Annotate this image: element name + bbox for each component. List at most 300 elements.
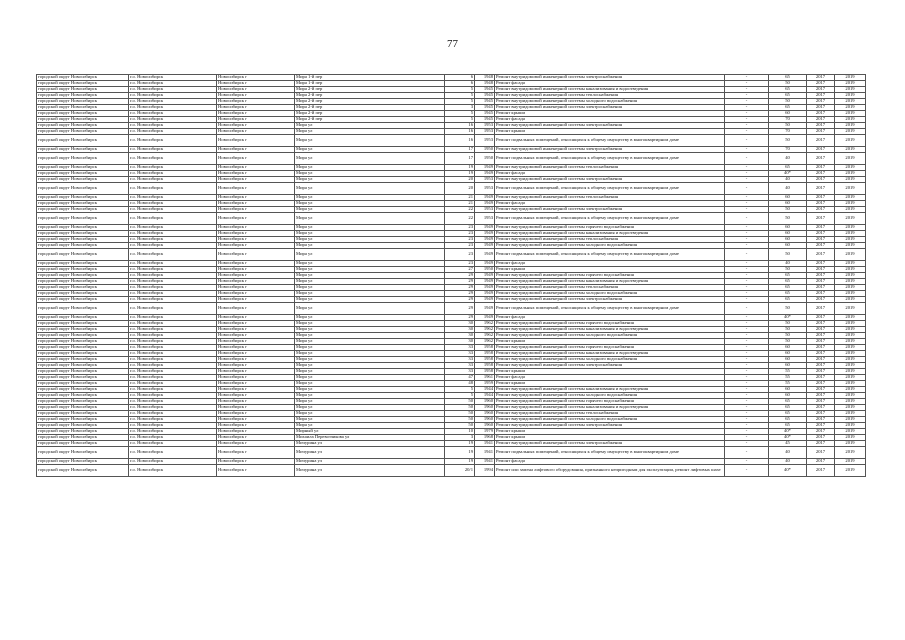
blank-cell: - (725, 435, 769, 441)
start-year-cell: 2017 (807, 135, 835, 147)
blank-cell: - (725, 231, 769, 237)
cost-cell: 55 (769, 369, 807, 375)
start-year-cell: 2017 (807, 303, 835, 315)
street-cell: Мира ул (295, 231, 445, 237)
start-year-cell: 2017 (807, 87, 835, 93)
start-year-cell: 2017 (807, 441, 835, 447)
work-type-cell: Ремонт крыши (495, 339, 725, 345)
table-row (37, 465, 866, 477)
settlement-cell: г.о. Новосибирск (129, 267, 217, 273)
settlement-cell: г.о. Новосибирск (129, 225, 217, 231)
municipality-cell: городской округ Новосибирск (37, 135, 129, 147)
blank-cell: - (725, 363, 769, 369)
blank-cell: - (725, 87, 769, 93)
street-cell: Мира ул (295, 381, 445, 387)
end-year-cell: 2019 (835, 447, 866, 459)
street-cell: Мира ул (295, 267, 445, 273)
end-year-cell: 2019 (835, 243, 866, 249)
work-type-cell: Ремонт внутридомовой инженерной системы холодного водоснабжения (495, 393, 725, 399)
blank-cell: - (725, 441, 769, 447)
municipality-cell: городской округ Новосибирск (37, 429, 129, 435)
blank-cell: - (725, 459, 769, 465)
locality-cell: Новосибирск г (217, 99, 295, 105)
locality-cell: Новосибирск г (217, 423, 295, 429)
settlement-cell: г.о. Новосибирск (129, 105, 217, 111)
end-year-cell: 2019 (835, 303, 866, 315)
work-type-cell: Ремонт внутридомовой инженерной системы холодного водоснабжения (495, 357, 725, 363)
work-type-cell: Ремонт внутридомовой инженерной системы теплоснабжения (495, 285, 725, 291)
work-type-cell: Ремонт крыши (495, 381, 725, 387)
work-type-cell: Ремонт внутридомовой инженерной системы горячего водоснабжения (495, 225, 725, 231)
locality-cell: Новосибирск г (217, 363, 295, 369)
municipality-cell: городской округ Новосибирск (37, 177, 129, 183)
settlement-cell: г.о. Новосибирск (129, 351, 217, 357)
locality-cell: Новосибирск г (217, 183, 295, 195)
blank-cell: - (725, 285, 769, 291)
municipality-cell: городской округ Новосибирск (37, 87, 129, 93)
cost-cell: 60 (769, 111, 807, 117)
street-cell: Мира 1-й пер (295, 81, 445, 87)
cost-cell: 65 (769, 285, 807, 291)
start-year-cell: 2017 (807, 129, 835, 135)
year-cell: 1958 (475, 363, 495, 369)
settlement-cell: г.о. Новосибирск (129, 387, 217, 393)
house-cell: 17 (445, 153, 475, 165)
cost-cell: 40* (769, 429, 807, 435)
start-year-cell: 2017 (807, 261, 835, 267)
municipality-cell: городской округ Новосибирск (37, 393, 129, 399)
start-year-cell: 2017 (807, 183, 835, 195)
start-year-cell: 2017 (807, 321, 835, 327)
blank-cell: - (725, 105, 769, 111)
blank-cell: - (725, 297, 769, 303)
end-year-cell: 2019 (835, 225, 866, 231)
work-type-cell: Ремонт внутридомовой инженерной системы холодного водоснабжения (495, 417, 725, 423)
house-cell: 23 (445, 237, 475, 243)
street-cell: Мира ул (295, 363, 445, 369)
settlement-cell: г.о. Новосибирск (129, 201, 217, 207)
year-cell: 1949 (475, 165, 495, 171)
locality-cell: Новосибирск г (217, 201, 295, 207)
end-year-cell: 2019 (835, 381, 866, 387)
locality-cell: Новосибирск г (217, 111, 295, 117)
blank-cell: - (725, 213, 769, 225)
locality-cell: Новосибирск г (217, 339, 295, 345)
settlement-cell: г.о. Новосибирск (129, 369, 217, 375)
house-cell: 33 (445, 345, 475, 351)
municipality-cell: городской округ Новосибирск (37, 111, 129, 117)
end-year-cell: 2019 (835, 297, 866, 303)
blank-cell: - (725, 195, 769, 201)
start-year-cell: 2017 (807, 351, 835, 357)
start-year-cell: 2017 (807, 381, 835, 387)
cost-cell: 60 (769, 357, 807, 363)
house-cell: 50 (445, 405, 475, 411)
year-cell: 1953 (475, 129, 495, 135)
locality-cell: Новосибирск г (217, 351, 295, 357)
settlement-cell: г.о. Новосибирск (129, 357, 217, 363)
settlement-cell: г.о. Новосибирск (129, 183, 217, 195)
municipality-cell: городской округ Новосибирск (37, 273, 129, 279)
house-cell: 20 (445, 183, 475, 195)
blank-cell: - (725, 417, 769, 423)
locality-cell: Новосибирск г (217, 267, 295, 273)
municipality-cell: городской округ Новосибирск (37, 237, 129, 243)
municipality-cell: городской округ Новосибирск (37, 417, 129, 423)
work-type-cell: Ремонт подвальных помещений, относящихся к общему имуществу в многоквартирном доме (495, 183, 725, 195)
settlement-cell: г.о. Новосибирск (129, 177, 217, 183)
settlement-cell: г.о. Новосибирск (129, 381, 217, 387)
municipality-cell: городской округ Новосибирск (37, 285, 129, 291)
municipality-cell: городской округ Новосибирск (37, 267, 129, 273)
start-year-cell: 2017 (807, 249, 835, 261)
year-cell: 1958 (475, 351, 495, 357)
settlement-cell: г.о. Новосибирск (129, 75, 217, 81)
end-year-cell: 2019 (835, 267, 866, 273)
work-type-cell: Ремонт внутридомовой инженерной системы холодного водоснабжения (495, 333, 725, 339)
year-cell: 1945 (475, 111, 495, 117)
year-cell: 1953 (475, 183, 495, 195)
settlement-cell: г.о. Новосибирск (129, 279, 217, 285)
municipality-cell: городской округ Новосибирск (37, 423, 129, 429)
work-type-cell: Ремонт внутридомовой инженерной системы горячего водоснабжения (495, 273, 725, 279)
year-cell: 1944 (475, 387, 495, 393)
municipality-cell: городской округ Новосибирск (37, 75, 129, 81)
work-type-cell: Ремонт внутридомовой инженерной системы теплоснабжения (495, 93, 725, 99)
year-cell: 1941 (475, 447, 495, 459)
house-cell: 29 (445, 273, 475, 279)
settlement-cell: г.о. Новосибирск (129, 315, 217, 321)
locality-cell: Новосибирск г (217, 225, 295, 231)
cost-cell: 60 (769, 195, 807, 201)
blank-cell: - (725, 123, 769, 129)
cost-cell: 65 (769, 417, 807, 423)
street-cell: Мира ул (295, 399, 445, 405)
settlement-cell: г.о. Новосибирск (129, 429, 217, 435)
year-cell: 1960 (475, 399, 495, 405)
work-type-cell: Ремонт внутридомовой инженерной системы электроснабжения (495, 105, 725, 111)
work-type-cell: Ремонт или замена лифтового оборудования, признанного непригодным для эксплуатации, ремонт лифтовых шахт (495, 465, 725, 477)
cost-cell: 40* (769, 315, 807, 321)
end-year-cell: 2019 (835, 153, 866, 165)
year-cell: 1958 (475, 369, 495, 375)
settlement-cell: г.о. Новосибирск (129, 417, 217, 423)
work-type-cell: Ремонт внутридомовой инженерной системы канализования и водоотведения (495, 351, 725, 357)
start-year-cell: 2017 (807, 297, 835, 303)
year-cell: 1948 (475, 81, 495, 87)
year-cell: 1953 (475, 123, 495, 129)
end-year-cell: 2019 (835, 315, 866, 321)
house-cell: 16 (445, 123, 475, 129)
municipality-cell: городской округ Новосибирск (37, 291, 129, 297)
locality-cell: Новосибирск г (217, 291, 295, 297)
municipality-cell: городской округ Новосибирск (37, 381, 129, 387)
year-cell: 1960 (475, 423, 495, 429)
street-cell: Мира ул (295, 327, 445, 333)
cost-cell: 50 (769, 123, 807, 129)
work-type-cell: Ремонт внутридомовой инженерной системы канализования и водоотведения (495, 87, 725, 93)
street-cell: Мира ул (295, 273, 445, 279)
start-year-cell: 2017 (807, 435, 835, 441)
start-year-cell: 2017 (807, 315, 835, 321)
settlement-cell: г.о. Новосибирск (129, 327, 217, 333)
blank-cell: - (725, 387, 769, 393)
work-type-cell: Ремонт подвальных помещений, относящихся к общему имуществу в многоквартирном доме (495, 303, 725, 315)
cost-cell: 60 (769, 387, 807, 393)
end-year-cell: 2019 (835, 417, 866, 423)
locality-cell: Новосибирск г (217, 171, 295, 177)
blank-cell: - (725, 423, 769, 429)
start-year-cell: 2017 (807, 393, 835, 399)
locality-cell: Новосибирск г (217, 381, 295, 387)
house-cell: 29 (445, 285, 475, 291)
year-cell: 1960 (475, 405, 495, 411)
cost-cell: 60 (769, 201, 807, 207)
end-year-cell: 2019 (835, 375, 866, 381)
locality-cell: Новосибирск г (217, 249, 295, 261)
end-year-cell: 2019 (835, 369, 866, 375)
work-type-cell: Ремонт фасада (495, 201, 725, 207)
street-cell: Мира ул (295, 153, 445, 165)
settlement-cell: г.о. Новосибирск (129, 297, 217, 303)
year-cell: 1949 (475, 225, 495, 231)
year-cell: 1950 (475, 153, 495, 165)
blank-cell: - (725, 261, 769, 267)
end-year-cell: 2019 (835, 351, 866, 357)
settlement-cell: г.о. Новосибирск (129, 399, 217, 405)
cost-cell: 50 (769, 99, 807, 105)
work-type-cell: Ремонт подвальных помещений, относящихся к общему имуществу в многоквартирном доме (495, 447, 725, 459)
house-cell: 33 (445, 369, 475, 375)
municipality-cell: городской округ Новосибирск (37, 387, 129, 393)
municipality-cell: городской округ Новосибирск (37, 435, 129, 441)
settlement-cell: г.о. Новосибирск (129, 345, 217, 351)
end-year-cell: 2019 (835, 285, 866, 291)
end-year-cell: 2019 (835, 201, 866, 207)
settlement-cell: г.о. Новосибирск (129, 435, 217, 441)
work-type-cell: Ремонт внутридомовой инженерной системы горячего водоснабжения (495, 321, 725, 327)
work-type-cell: Ремонт крыши (495, 111, 725, 117)
settlement-cell: г.о. Новосибирск (129, 93, 217, 99)
blank-cell: - (725, 411, 769, 417)
street-cell: Мира ул (295, 135, 445, 147)
cost-cell: 60 (769, 225, 807, 231)
settlement-cell: г.о. Новосибирск (129, 81, 217, 87)
street-cell: Мира ул (295, 171, 445, 177)
end-year-cell: 2019 (835, 87, 866, 93)
settlement-cell: г.о. Новосибирск (129, 171, 217, 177)
end-year-cell: 2019 (835, 393, 866, 399)
work-type-cell: Ремонт внутридомовой инженерной системы канализования и водоотведения (495, 279, 725, 285)
locality-cell: Новосибирск г (217, 87, 295, 93)
house-cell: 23 (445, 231, 475, 237)
municipality-cell: городской округ Новосибирск (37, 399, 129, 405)
table-row (37, 303, 866, 315)
municipality-cell: городской округ Новосибирск (37, 225, 129, 231)
street-cell: Мира ул (295, 213, 445, 225)
municipality-cell: городской округ Новосибирск (37, 243, 129, 249)
blank-cell: - (725, 303, 769, 315)
end-year-cell: 2019 (835, 249, 866, 261)
locality-cell: Новосибирск г (217, 129, 295, 135)
end-year-cell: 2019 (835, 459, 866, 465)
work-type-cell: Ремонт внутридомовой инженерной системы горячего водоснабжения (495, 399, 725, 405)
start-year-cell: 2017 (807, 201, 835, 207)
year-cell: 1941 (475, 459, 495, 465)
house-cell: 47 (445, 375, 475, 381)
cost-cell: 40 (769, 153, 807, 165)
cost-cell: 40 (769, 177, 807, 183)
start-year-cell: 2017 (807, 237, 835, 243)
start-year-cell: 2017 (807, 81, 835, 87)
cost-cell: 60 (769, 243, 807, 249)
settlement-cell: г.о. Новосибирск (129, 135, 217, 147)
cost-cell: 40* (769, 465, 807, 477)
municipality-cell: городской округ Новосибирск (37, 459, 129, 465)
cost-cell: 70 (769, 147, 807, 153)
settlement-cell: г.о. Новосибирск (129, 165, 217, 171)
blank-cell: - (725, 177, 769, 183)
house-cell: 23 (445, 225, 475, 231)
work-type-cell: Ремонт фасада (495, 117, 725, 123)
year-cell: 1953 (475, 177, 495, 183)
cost-cell: 60 (769, 345, 807, 351)
settlement-cell: г.о. Новосибирск (129, 405, 217, 411)
start-year-cell: 2017 (807, 447, 835, 459)
municipality-cell: городской округ Новосибирск (37, 369, 129, 375)
locality-cell: Новосибирск г (217, 75, 295, 81)
work-type-cell: Ремонт подвальных помещений, относящихся к общему имуществу в многоквартирном доме (495, 135, 725, 147)
street-cell: Мирный ул (295, 429, 445, 435)
work-type-cell: Ремонт внутридомовой инженерной системы электроснабжения (495, 423, 725, 429)
end-year-cell: 2019 (835, 75, 866, 81)
municipality-cell: городской округ Новосибирск (37, 207, 129, 213)
locality-cell: Новосибирск г (217, 297, 295, 303)
street-cell: Мира ул (295, 369, 445, 375)
year-cell: 1949 (475, 285, 495, 291)
house-cell: 19 (445, 459, 475, 465)
year-cell: 1949 (475, 195, 495, 201)
cost-cell: 50 (769, 303, 807, 315)
cost-cell: 65 (769, 423, 807, 429)
municipality-cell: городской округ Новосибирск (37, 231, 129, 237)
locality-cell: Новосибирск г (217, 279, 295, 285)
locality-cell: Новосибирск г (217, 147, 295, 153)
work-type-cell: Ремонт внутридомовой инженерной системы электроснабжения (495, 147, 725, 153)
work-type-cell: Ремонт внутридомовой инженерной системы электроснабжения (495, 177, 725, 183)
locality-cell: Новосибирск г (217, 261, 295, 267)
cost-cell: 70 (769, 129, 807, 135)
end-year-cell: 2019 (835, 405, 866, 411)
house-cell: 5 (445, 117, 475, 123)
municipality-cell: городской округ Новосибирск (37, 333, 129, 339)
house-cell: 22 (445, 213, 475, 225)
street-cell: Мира ул (295, 291, 445, 297)
settlement-cell: г.о. Новосибирск (129, 153, 217, 165)
settlement-cell: г.о. Новосибирск (129, 291, 217, 297)
settlement-cell: г.о. Новосибирск (129, 339, 217, 345)
house-cell: 3 (445, 435, 475, 441)
blank-cell: - (725, 369, 769, 375)
end-year-cell: 2019 (835, 363, 866, 369)
cost-cell: 50 (769, 333, 807, 339)
blank-cell: - (725, 267, 769, 273)
house-cell: 33 (445, 351, 475, 357)
blank-cell: - (725, 81, 769, 87)
house-cell: 16 (445, 129, 475, 135)
end-year-cell: 2019 (835, 279, 866, 285)
blank-cell: - (725, 327, 769, 333)
page-number: 77 (447, 38, 458, 50)
start-year-cell: 2017 (807, 165, 835, 171)
locality-cell: Новосибирск г (217, 345, 295, 351)
end-year-cell: 2019 (835, 231, 866, 237)
settlement-cell: г.о. Новосибирск (129, 333, 217, 339)
blank-cell: - (725, 399, 769, 405)
end-year-cell: 2019 (835, 387, 866, 393)
end-year-cell: 2019 (835, 135, 866, 147)
street-cell: Мира ул (295, 417, 445, 423)
start-year-cell: 2017 (807, 99, 835, 105)
locality-cell: Новосибирск г (217, 231, 295, 237)
start-year-cell: 2017 (807, 423, 835, 429)
year-cell: 1949 (475, 273, 495, 279)
locality-cell: Новосибирск г (217, 459, 295, 465)
house-cell: 10 (445, 429, 475, 435)
year-cell: 1949 (475, 303, 495, 315)
house-cell: 29 (445, 315, 475, 321)
start-year-cell: 2017 (807, 171, 835, 177)
locality-cell: Новосибирск г (217, 213, 295, 225)
municipality-cell: городской округ Новосибирск (37, 279, 129, 285)
settlement-cell: г.о. Новосибирск (129, 441, 217, 447)
street-cell: Мира ул (295, 285, 445, 291)
locality-cell: Новосибирск г (217, 237, 295, 243)
work-type-cell: Ремонт крыши (495, 429, 725, 435)
settlement-cell: г.о. Новосибирск (129, 207, 217, 213)
year-cell: 1948 (475, 75, 495, 81)
settlement-cell: г.о. Новосибирск (129, 447, 217, 459)
locality-cell: Новосибирск г (217, 135, 295, 147)
work-type-cell: Ремонт внутридомовой инженерной системы канализования и водоотведения (495, 405, 725, 411)
work-type-cell: Ремонт внутридомовой инженерной системы горячего водоснабжения (495, 345, 725, 351)
start-year-cell: 2017 (807, 147, 835, 153)
year-cell: 1949 (475, 315, 495, 321)
year-cell: 1949 (475, 297, 495, 303)
street-cell: Мира ул (295, 201, 445, 207)
blank-cell: - (725, 147, 769, 153)
year-cell: 1949 (475, 171, 495, 177)
locality-cell: Новосибирск г (217, 441, 295, 447)
municipality-cell: городской округ Новосибирск (37, 201, 129, 207)
locality-cell: Новосибирск г (217, 243, 295, 249)
blank-cell: - (725, 429, 769, 435)
end-year-cell: 2019 (835, 435, 866, 441)
end-year-cell: 2019 (835, 123, 866, 129)
end-year-cell: 2019 (835, 345, 866, 351)
cost-cell: 50 (769, 321, 807, 327)
end-year-cell: 2019 (835, 93, 866, 99)
cost-cell: 40 (769, 447, 807, 459)
work-type-cell: Ремонт внутридомовой инженерной системы электроснабжения (495, 123, 725, 129)
house-cell: 19 (445, 447, 475, 459)
work-type-cell: Ремонт внутридомовой инженерной системы канализования и водоотведения (495, 231, 725, 237)
house-cell: 29 (445, 279, 475, 285)
locality-cell: Новосибирск г (217, 81, 295, 87)
locality-cell: Новосибирск г (217, 195, 295, 201)
end-year-cell: 2019 (835, 147, 866, 153)
year-cell: 1960 (475, 417, 495, 423)
